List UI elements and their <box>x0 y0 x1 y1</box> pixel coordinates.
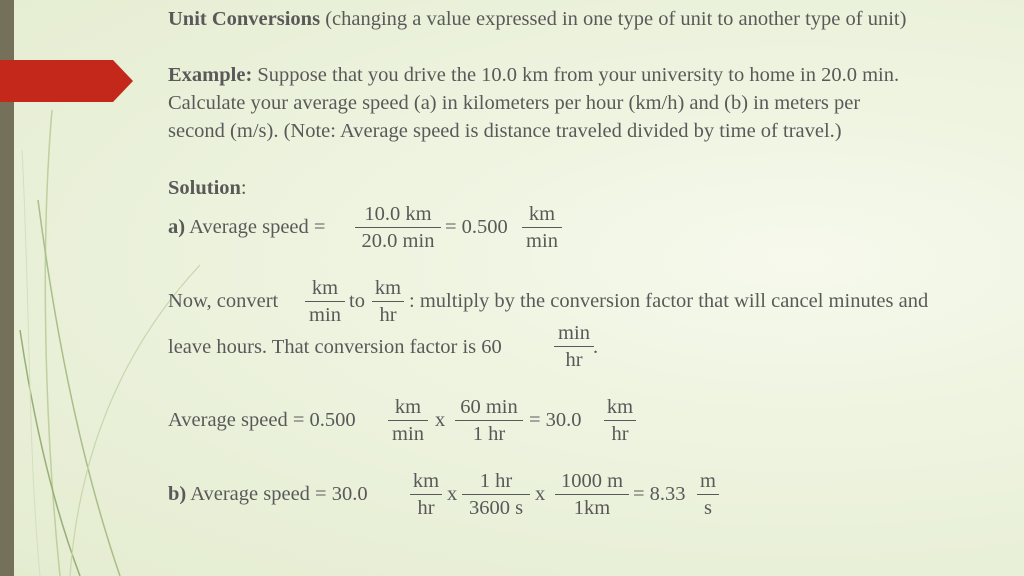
fraction-km-per-hr <box>372 276 404 327</box>
fraction-numerator: 1 hr <box>462 469 530 495</box>
example-line-3: second (m/s). (Note: Average speed is distance traveled divided by time of travel.) <box>168 120 842 142</box>
title-rest: (changing a value expressed in one type of unit to another type of unit) <box>320 8 907 30</box>
fraction-min-per-hr <box>554 321 594 372</box>
avg-speed-result: = 30.0 <box>529 409 582 431</box>
part-b-result: = 8.33 <box>633 483 686 505</box>
part-a-result: = 0.500 <box>445 216 508 238</box>
solution-colon: : <box>240 177 247 199</box>
convert-to-text: to <box>349 290 365 312</box>
example-line-2: Calculate your average speed (a) in kilometers per hour (km/h) and (b) in meters per <box>168 92 861 114</box>
fraction-denominator: 3600 s <box>468 497 524 519</box>
example-label: Example: <box>168 64 253 86</box>
part-b-avg-label: Average speed = 30.0 <box>186 483 368 505</box>
example-text-1: Suppose that you drive the 10.0 km from your university to home in 20.0 min. <box>252 64 900 86</box>
fraction-60min-per-1hr <box>455 395 523 446</box>
fraction-km-per-hr <box>410 469 442 520</box>
fraction-numerator: 10.0 km <box>355 202 441 228</box>
fraction-km-per-min <box>305 276 345 327</box>
fraction-1000m-per-1km <box>555 469 629 520</box>
fraction-m-per-s <box>697 469 719 520</box>
fraction-km-per-hr <box>604 395 636 446</box>
fraction-numerator: km <box>522 202 562 228</box>
fraction-denominator: s <box>704 497 712 519</box>
fraction-denominator: min <box>526 230 558 252</box>
red-arrow-tab <box>0 60 133 102</box>
fraction-numerator: km <box>604 395 636 421</box>
fraction-numerator: km <box>410 469 442 495</box>
fraction-numerator: km <box>305 276 345 302</box>
avg-speed-text: Average speed = 0.500 <box>168 409 356 431</box>
fraction-numerator: km <box>388 395 428 421</box>
fraction-denominator: hr <box>565 349 583 371</box>
part-b-text <box>168 482 368 506</box>
fraction-denominator: hr <box>611 423 629 445</box>
fraction-km-per-min <box>522 202 562 253</box>
multiply-sign: x <box>447 483 458 505</box>
convert-line-2: leave hours. That conversion factor is 60 <box>168 336 502 358</box>
multiply-sign: x <box>535 483 546 505</box>
part-a-label: a) <box>168 216 186 238</box>
convert-rest-text: : multiply by the conversion factor that will cancel minutes and <box>409 290 929 312</box>
fraction-denominator: 20.0 min <box>361 230 435 252</box>
fraction-numerator: 1000 m <box>555 469 629 495</box>
multiply-sign: x <box>435 409 446 431</box>
part-a-avg-label: Average speed = <box>185 216 326 238</box>
example-line-1 <box>168 63 899 87</box>
fraction-denominator: 1 hr <box>472 423 506 445</box>
title-line <box>168 7 906 31</box>
fraction-denominator: hr <box>379 304 397 326</box>
fraction-1hr-per-3600s <box>462 469 530 520</box>
fraction-denominator: 1km <box>573 497 611 519</box>
fraction-km-per-min <box>388 395 428 446</box>
fraction-numerator: min <box>554 321 594 347</box>
title-bold: Unit Conversions <box>168 8 321 30</box>
fraction-denominator: min <box>309 304 341 326</box>
fraction-denominator: min <box>392 423 424 445</box>
part-b-label: b) <box>168 483 187 505</box>
solution-heading <box>168 176 247 200</box>
part-a-text <box>168 215 325 239</box>
fraction-distance-over-time <box>355 202 441 253</box>
solution-label: Solution <box>168 177 241 199</box>
fraction-numerator: m <box>697 469 719 495</box>
fraction-denominator: hr <box>417 497 435 519</box>
convert-now-text: Now, convert <box>168 290 279 312</box>
fraction-numerator: km <box>372 276 404 302</box>
fraction-numerator: 60 min <box>455 395 523 421</box>
convert-period: . <box>593 336 599 358</box>
